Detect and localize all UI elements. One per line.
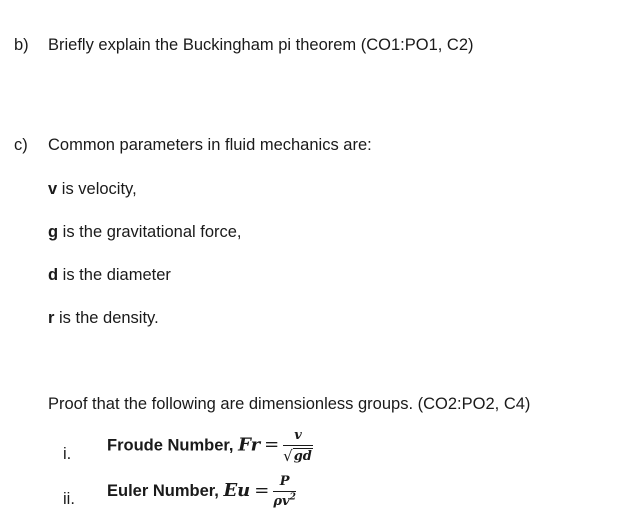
- equals-sign: =: [254, 479, 270, 501]
- froude-number-equation: [107, 428, 313, 464]
- item-numeral: i.: [63, 445, 72, 463]
- euler-number-equation: [107, 474, 296, 509]
- parameter-symbol: v: [48, 180, 58, 198]
- fraction-bar: [283, 445, 313, 446]
- equation-label: Euler Number,: [107, 481, 224, 500]
- proof-instruction: Proof that the following are dimensionless groups. (CO2:PO2, C4): [48, 395, 531, 413]
- fraction-numerator: P: [279, 474, 290, 489]
- froude-fraction: [283, 428, 313, 464]
- fraction-denominator: gd: [293, 449, 312, 464]
- item-numeral: ii.: [63, 490, 75, 508]
- parameter-gravity: [48, 222, 242, 242]
- fraction-numerator: v: [294, 428, 302, 443]
- square-root: [283, 448, 313, 464]
- question-c-text: Common parameters in fluid mechanics are:: [48, 136, 372, 154]
- equation-symbol: Fr: [238, 434, 261, 456]
- denominator-base: ρv: [273, 494, 290, 509]
- parameter-density: [48, 308, 159, 328]
- parameter-symbol: d: [48, 266, 59, 284]
- parameter-diameter: [48, 265, 171, 285]
- parameter-velocity: [48, 179, 137, 199]
- euler-fraction: [273, 474, 295, 509]
- question-c-marker: c): [14, 136, 28, 154]
- equation-symbol: Eu: [223, 479, 251, 501]
- parameter-symbol: g: [48, 223, 59, 241]
- parameter-description: is the gravitational force,: [58, 223, 242, 241]
- denominator-exponent: 2: [289, 492, 296, 503]
- radical-sign: √: [283, 447, 293, 465]
- equals-sign: =: [264, 434, 280, 456]
- parameter-description: is the diameter: [58, 266, 171, 284]
- equation-label: Froude Number,: [107, 436, 239, 455]
- question-b-text: Briefly explain the Buckingham pi theorem (CO1:PO1, C2): [48, 36, 474, 54]
- fraction-denominator: [273, 494, 295, 509]
- parameter-symbol: r: [48, 309, 55, 327]
- parameter-description: is velocity,: [57, 180, 137, 198]
- parameter-description: is the density.: [54, 309, 159, 327]
- question-b-marker: b): [14, 36, 29, 54]
